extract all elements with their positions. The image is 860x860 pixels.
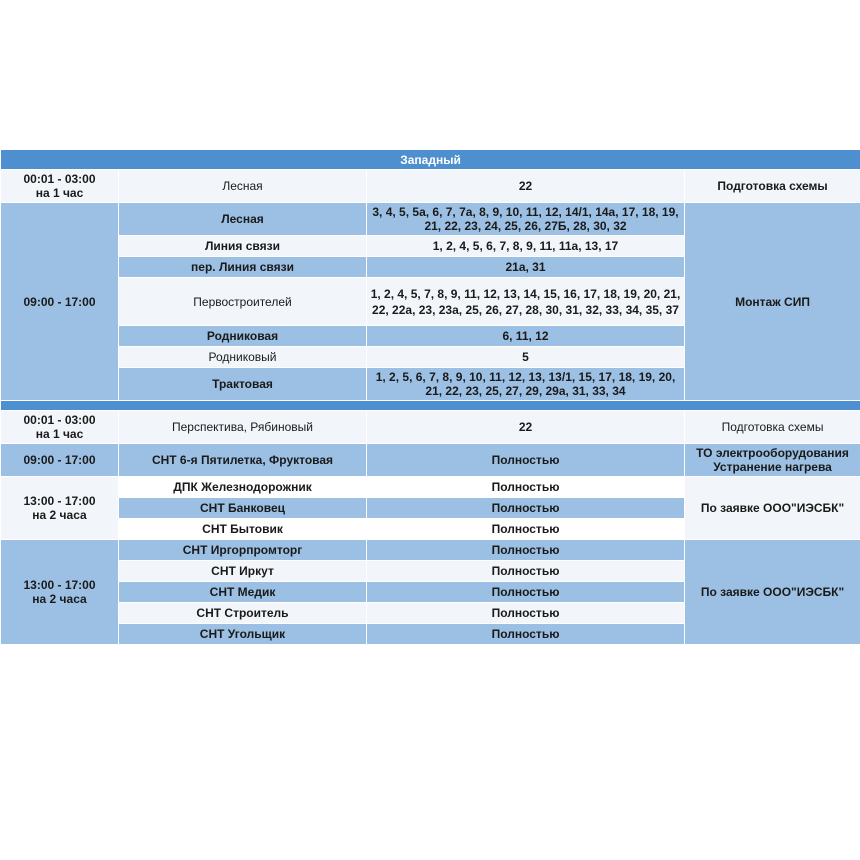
street-cell: СНТ Угольщик <box>119 624 367 645</box>
table-row <box>1 170 860 203</box>
houses-cell: 22 <box>367 170 685 203</box>
houses-cell: Полностью <box>367 624 685 645</box>
houses-cell: 6, 11, 12 <box>367 326 685 347</box>
houses-cell: 22 <box>367 411 685 444</box>
street-cell: Лесная <box>119 170 367 203</box>
street-cell: СНТ Медик <box>119 582 367 603</box>
houses-cell: Полностью <box>367 582 685 603</box>
work-cell: Монтаж СИП <box>685 203 860 401</box>
street-cell: СНТ Иргорпромторг <box>119 540 367 561</box>
time-range: 00:01 - 03:00 <box>23 413 96 427</box>
time-cell <box>1 170 119 203</box>
street-cell: Перспектива, Рябиновый <box>119 411 367 444</box>
time-cell <box>1 540 119 645</box>
houses-cell: 5 <box>367 347 685 368</box>
duration: на 2 часа <box>32 592 87 606</box>
time-cell: 09:00 - 17:00 <box>1 444 119 477</box>
table-row <box>1 540 860 561</box>
houses-cell: 1, 2, 4, 5, 6, 7, 8, 9, 11, 11а, 13, 17 <box>367 236 685 257</box>
separator-bar <box>1 401 860 411</box>
houses-cell: 1, 2, 5, 6, 7, 8, 9, 10, 11, 12, 13, 13/1, 15, 17, 18, 19, 20, 21, 22, 23, 25, 27, 29, 29а, 31, 33, 34 <box>367 368 685 401</box>
work-line-2: Устранение нагрева <box>713 460 832 474</box>
street-cell: Линия связи <box>119 236 367 257</box>
houses-cell: Полностью <box>367 498 685 519</box>
time-cell: 09:00 - 17:00 <box>1 203 119 401</box>
work-cell: Подготовка схемы <box>685 170 860 203</box>
houses-cell: Полностью <box>367 477 685 498</box>
street-cell: СНТ 6-я Пятилетка, Фруктовая <box>119 444 367 477</box>
street-cell: Трактовая <box>119 368 367 401</box>
street-cell: пер. Линия связи <box>119 257 367 278</box>
street-cell: Родниковая <box>119 326 367 347</box>
duration: на 1 час <box>35 427 84 441</box>
houses-cell: Полностью <box>367 540 685 561</box>
street-cell: ДПК Железнодорожник <box>119 477 367 498</box>
duration: на 1 час <box>35 186 84 200</box>
street-cell: Родниковый <box>119 347 367 368</box>
houses-cell: Полностью <box>367 444 685 477</box>
street-cell: СНТ Банковец <box>119 498 367 519</box>
street-cell: СНТ Бытовик <box>119 519 367 540</box>
work-cell: Подготовка схемы <box>685 411 860 444</box>
street-cell: Лесная <box>119 203 367 236</box>
houses-cell: 21а, 31 <box>367 257 685 278</box>
houses-cell: Полностью <box>367 519 685 540</box>
time-cell <box>1 411 119 444</box>
work-cell <box>685 444 860 477</box>
work-cell: По заявке ООО"ИЭСБК" <box>685 477 860 540</box>
table-row <box>1 444 860 477</box>
time-range: 13:00 - 17:00 <box>23 578 96 592</box>
section-separator <box>1 401 860 411</box>
street-cell: СНТ Иркут <box>119 561 367 582</box>
street-cell: СНТ Строитель <box>119 603 367 624</box>
houses-cell: Полностью <box>367 561 685 582</box>
time-range: 13:00 - 17:00 <box>23 494 96 508</box>
houses-cell: Полностью <box>367 603 685 624</box>
table-row <box>1 203 860 236</box>
houses-cell: 1, 2, 4, 5, 7, 8, 9, 11, 12, 13, 14, 15, 16, 17, 18, 19, 20, 21, 22, 22а, 23, 23а, 25, 26, 27, 28, 30, 31, 32, 33, 34, 35, 37 <box>367 278 685 326</box>
work-cell: По заявке ООО"ИЭСБК" <box>685 540 860 645</box>
street-cell: Первостроителей <box>119 278 367 326</box>
time-range: 00:01 - 03:00 <box>23 172 96 186</box>
time-cell <box>1 477 119 540</box>
outage-schedule-table <box>0 149 860 645</box>
region-header-row <box>1 150 860 170</box>
region-title: Западный <box>1 150 860 170</box>
houses-cell: 3, 4, 5, 5а, 6, 7, 7а, 8, 9, 10, 11, 12, 14/1, 14а, 17, 18, 19, 21, 22, 23, 24, 25, 26, 27Б, 28, 30, 32 <box>367 203 685 236</box>
table-row <box>1 411 860 444</box>
duration: на 2 часа <box>32 508 87 522</box>
work-line-1: ТО электрооборудования <box>696 446 849 460</box>
table-row <box>1 477 860 498</box>
